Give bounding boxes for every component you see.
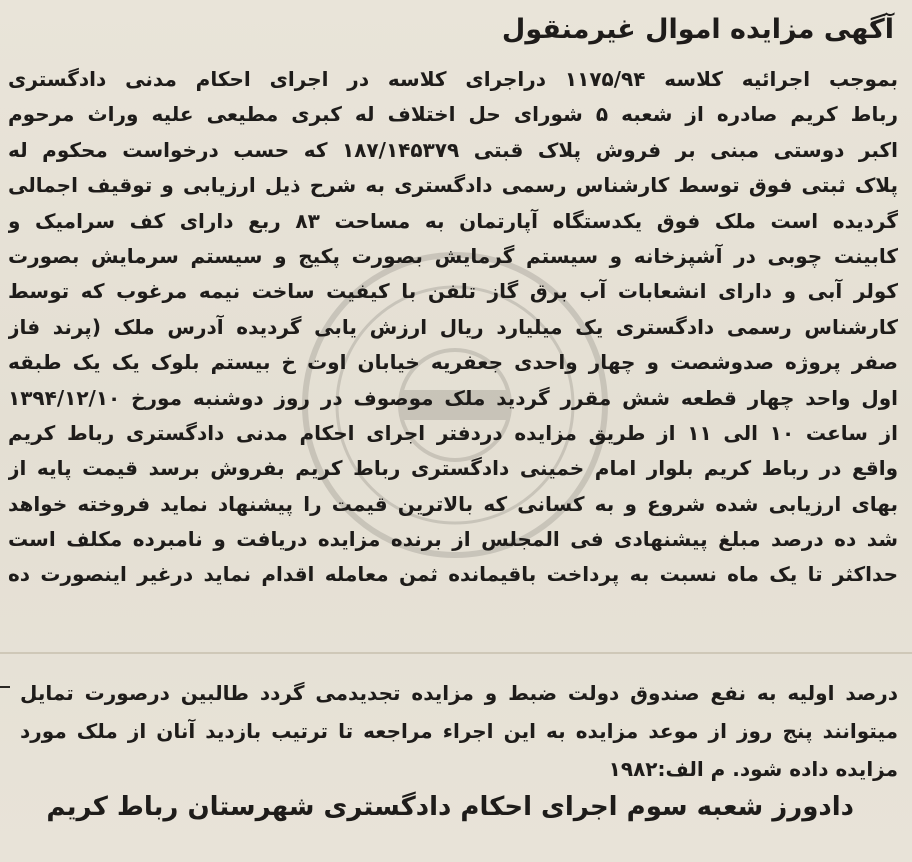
notice-line: رباط کریم صادره از شعبه ۵ شورای حل اختلاف له کبری مطیعی علیه وراث مرحوم [8,102,898,127]
notice-line: کولر آبی و دارای انشعابات آب برق گاز تلفن با کیفیت ساخت نیمه مرغوب که توسط [8,279,898,304]
notice-line: گردیده است ملک فوق یکدستگاه آپارتمان به مساحت ۸۳ ربع دارای کف سرامیک و [8,208,898,233]
notice-line: از ساعت ۱۰ الی ۱۱ از طریق مزایده دردفتر اجرای احکام مدنی دادگستری رباط کریم [8,420,898,445]
notice-line: کارشناس رسمی دادگستری یک میلیارد ریال ارزش یابی گردیده آدرس ملک (پرند فاز [8,314,898,339]
continuation-line: میتوانند پنج روز از موعد مزایده به این اجراء مراجعه تا ترتیب بازدید آنان از ملک مورد [20,719,898,743]
continuation-line: مزایده داده شود. م الف:۱۹۸۲ [608,757,898,781]
notice-continuation [20,674,898,788]
continuation-line: درصد اولیه به نفع صندوق دولت ضبط و مزایده تجدیدمی گردد طالبین درصورت تمایل [20,681,898,705]
notice-line: بهای ارزیابی شده شروع و به کسانی که بالاترین قیمت را پیشنهاد نماید فروخته خواهد [8,491,898,516]
notice-line: پلاک ثبتی فوق توسط کارشناس رسمی دادگستری به شرح ذیل ارزیابی و توقیف اجمالی [8,173,898,198]
notice-title: آگهی مزایده اموال غیرمنقول [501,14,894,45]
issuer-signature: دادورز شعبه سوم اجرای احکام دادگستری شهرستان رباط کریم [46,792,854,822]
notice-line: شد ده درصد مبلغ پیشنهادی فی المجلس از برنده مزایده دریافت و نامبرده مکلف است [8,527,898,552]
notice-line: کابینت چوبی در آشپزخانه و سیستم گرمایش بصورت پکیج و سیستم سرمایش بصورت [8,243,898,268]
notice-line: اکبر دوستی مبنی بر فروش پلاک قبتی ۱۸۷/۱۴۵۳۷۹ که حسب درخواست محکوم له [8,137,898,162]
notice-line: حداکثر تا یک ماه نسبت به پرداخت باقیمانده ثمن معامله اقدام نماید درغیر اینصورت ده [8,562,898,587]
notice-line: اول واحد چهار قطعه شش مقرر گردید ملک موصوف در روز دوشنبه مورخ ۱۳۹۴/۱۲/۱۰ [8,385,898,410]
notice-line: واقع در رباط کریم بلوار امام خمینی دادگستری رباط کریم بفروش برسد قیمت پایه از [8,456,898,481]
notice-body [8,62,898,593]
notice-line: بموجب اجرائیه کلاسه ۱۱۷۵/۹۴ دراجرای کلاسه در اجرای احکام مدنی دادگستری [8,67,898,91]
notice-line: صفر پروژه صدوشصت و چهار واحدی جعفریه خیابان اوت خ بیستم بلوک یک یک طبقه [8,350,898,375]
